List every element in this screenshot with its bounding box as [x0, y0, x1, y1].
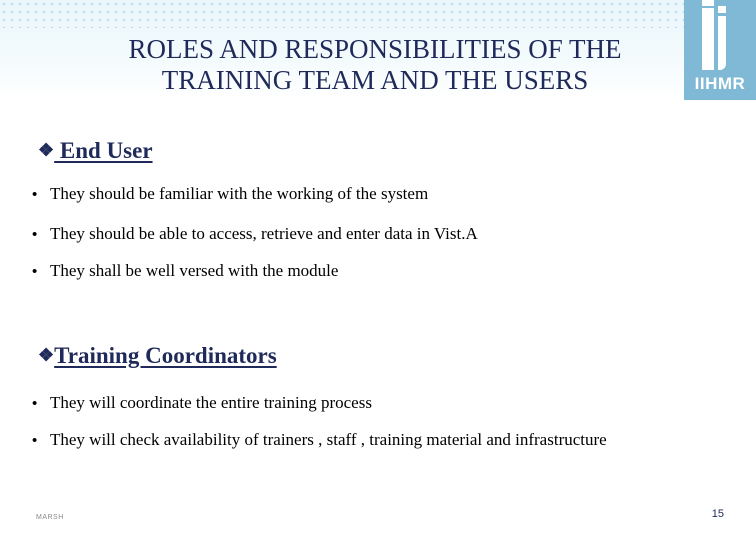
logo-bar-right: [718, 16, 726, 70]
list-item-text: They shall be well versed with the module: [50, 261, 339, 280]
diamond-bullet-icon: ❖: [38, 140, 55, 160]
section-heading-end-user: [38, 138, 153, 164]
logo-text: IIHMR: [694, 74, 746, 93]
diamond-bullet-icon: ❖: [38, 345, 55, 365]
title-line-1: ROLES AND RESPONSIBILITIES OF THE: [128, 34, 622, 64]
list-item-text: They will check availability of trainers , staff , training material and infrastructure: [50, 430, 607, 449]
page-number: 15: [711, 508, 724, 520]
bullet-dot: •: [32, 432, 38, 449]
list-item-text: They will coordinate the entire training process: [50, 393, 372, 412]
list-item: [32, 184, 428, 204]
list-item-text: They should be able to access, retrieve and enter data in Vist.A: [50, 224, 478, 243]
list-item: [32, 261, 338, 281]
title-line-2: TRAINING TEAM AND THE USERS: [161, 65, 589, 95]
bullet-dot: •: [32, 226, 38, 243]
list-item-text: They should be familiar with the working of the system: [50, 184, 429, 203]
footer-text: MARSH: [36, 514, 64, 521]
logo-dot-left: [702, 0, 714, 6]
logo-dot-right: [718, 6, 726, 13]
bullet-dot: •: [32, 395, 38, 412]
list-item: [32, 430, 607, 450]
section-heading-training-coordinators: [38, 343, 277, 369]
header-dot-pattern: [0, 0, 690, 28]
logo-bar-left: [702, 8, 714, 70]
section-heading-label: Training Coordinators: [54, 343, 277, 368]
slide-title: [40, 34, 710, 96]
iihmr-logo: [684, 0, 756, 100]
list-item: [32, 224, 478, 244]
bullet-dot: •: [32, 186, 38, 203]
bullet-dot: •: [32, 263, 38, 280]
section-heading-label: End User: [54, 138, 153, 163]
list-item: [32, 393, 372, 413]
